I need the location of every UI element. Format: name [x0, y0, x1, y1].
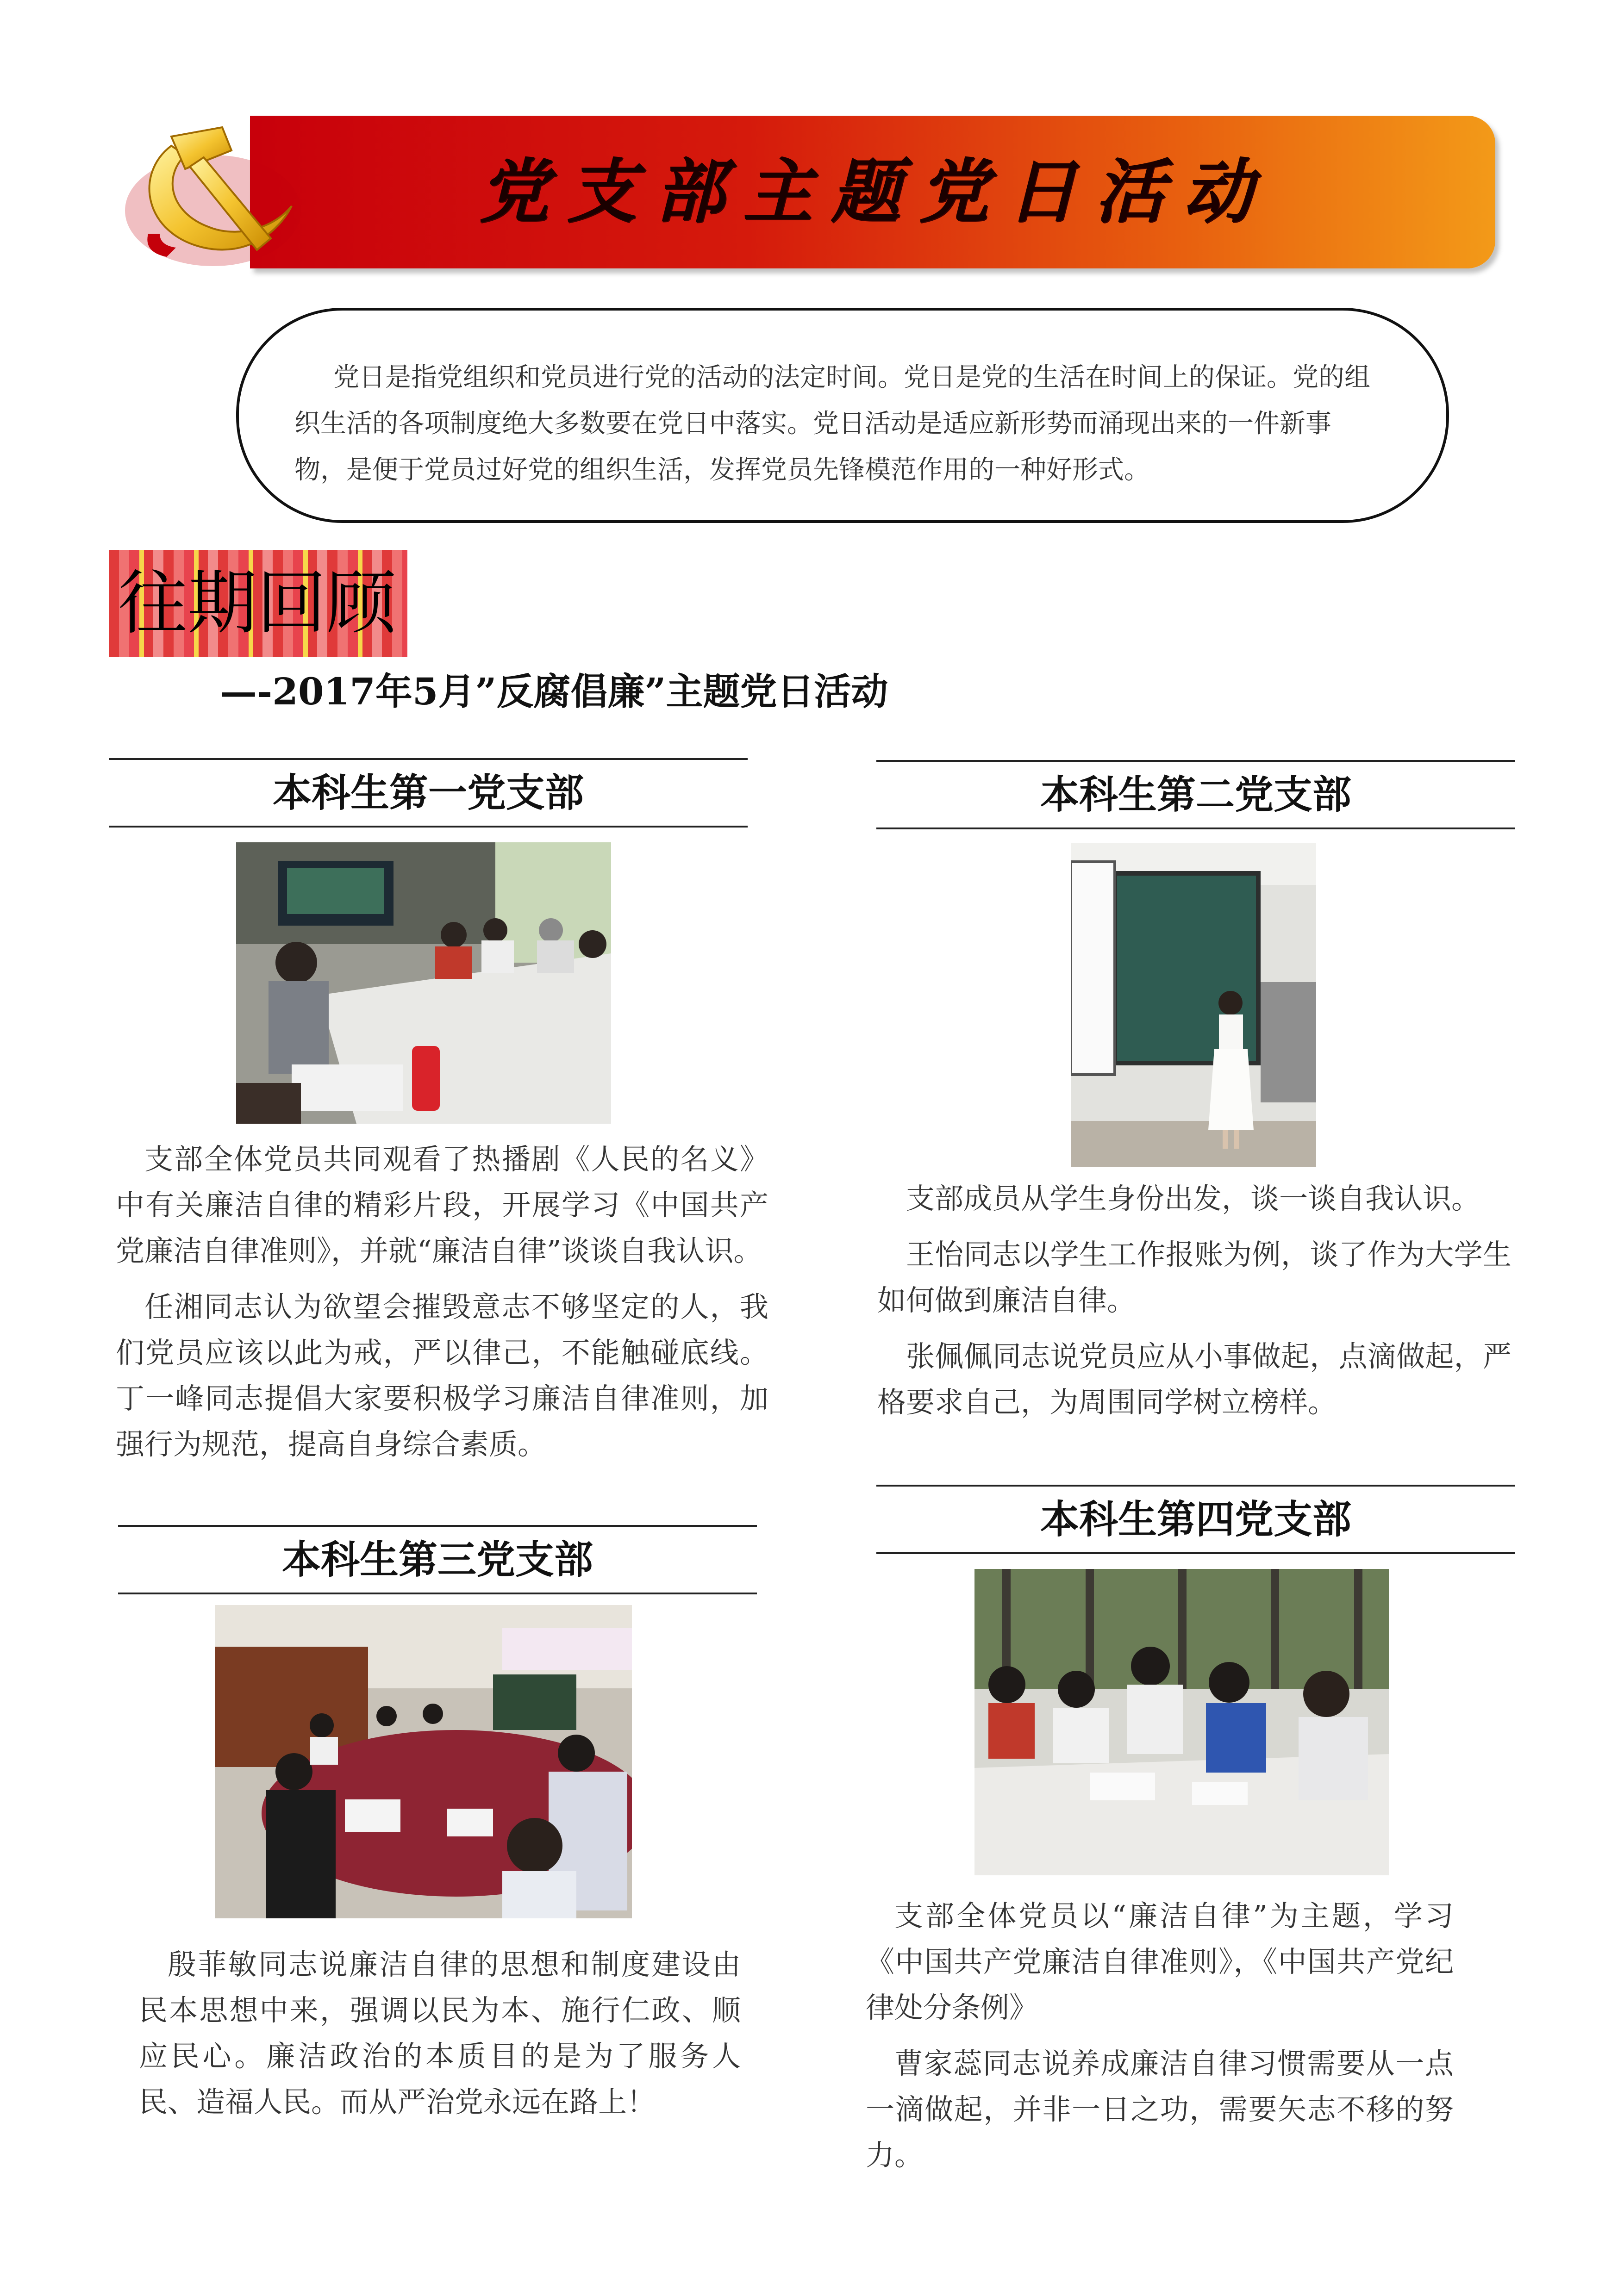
review-tag: [109, 550, 407, 657]
branch-3-photo: [215, 1605, 632, 1918]
branch-3-text: [139, 1941, 741, 2135]
branch-1-heading: 本科生第一党支部: [109, 758, 748, 828]
branch-1-text: [116, 1136, 768, 1477]
branch-2-paragraph: 王怡同志以学生工作报账为例，谈了作为大学生如何做到廉洁自律。: [877, 1238, 1512, 1317]
branch-2-heading: 本科生第二党支部: [876, 760, 1515, 829]
party-emblem-icon: [116, 118, 310, 275]
intro-box: [236, 308, 1449, 523]
intro-text: 党日是指党组织和党员进行党的活动的法定时间。党日是党的生活在时间上的保证。党的组织生活的各项制度绝大多数要在党日中落实。党日活动是适应新形势而涌现出来的一件新事物，是便于党员过好党的组织生活，发挥党员先锋模范作用的一种好形式。: [294, 362, 1370, 485]
branch-1-paragraph: 任湘同志认为欲望会摧毁意志不够坚定的人，我们党员应该以此为戒，严以律己，不能触碰底线。丁一峰同志提倡大家要积极学习廉洁自律准则，加强行为规范，提高自身综合素质。: [116, 1290, 768, 1461]
branch-2-paragraph: 支部成员从学生身份出发，谈一谈自我认识。: [906, 1182, 1480, 1215]
branch-2-photo: [1071, 843, 1316, 1167]
branch-4-photo: [974, 1569, 1389, 1875]
branch-1-photo: [236, 842, 611, 1124]
review-subtitle: —-2017年5月”反腐倡廉”主题党日活动: [220, 670, 888, 713]
page-title: 党支部主题党日活动: [479, 152, 1271, 232]
review-tag-label: 往期回顾: [118, 563, 396, 644]
branch-3-paragraph: 殷菲敏同志说廉洁自律的思想和制度建设由民本思想中来，强调以民为本、施行仁政、顺应民心。廉洁政治的本质目的是为了服务人民、造福人民。而从严治党永远在路上！: [139, 1948, 741, 2119]
branch-3-heading: 本科生第三党支部: [118, 1525, 757, 1594]
branch-1-paragraph: 支部全体党员共同观看了热播剧《人民的名义》中有关廉洁自律的精彩片段，开展学习《中国共产党廉洁自律准则》，并就“廉洁自律”谈谈自我认识。: [116, 1142, 768, 1268]
branch-4-paragraph: 曹家蕊同志说养成廉洁自律习惯需要从一点一滴做起，并非一日之功，需要矢志不移的努力。: [866, 2047, 1454, 2172]
branch-2-text: [877, 1176, 1512, 1435]
branch-4-text: [866, 1893, 1454, 2188]
branch-4-paragraph: 支部全体党员以“廉洁自律”为主题，学习《中国共产党廉洁自律准则》，《中国共产党纪律处分条例》: [866, 1899, 1454, 2024]
branch-2-paragraph: 张佩佩同志说党员应从小事做起，点滴做起，严格要求自己，为周围同学树立榜样。: [877, 1339, 1512, 1419]
branch-4-heading: 本科生第四党支部: [876, 1485, 1515, 1554]
title-banner: [250, 116, 1495, 268]
